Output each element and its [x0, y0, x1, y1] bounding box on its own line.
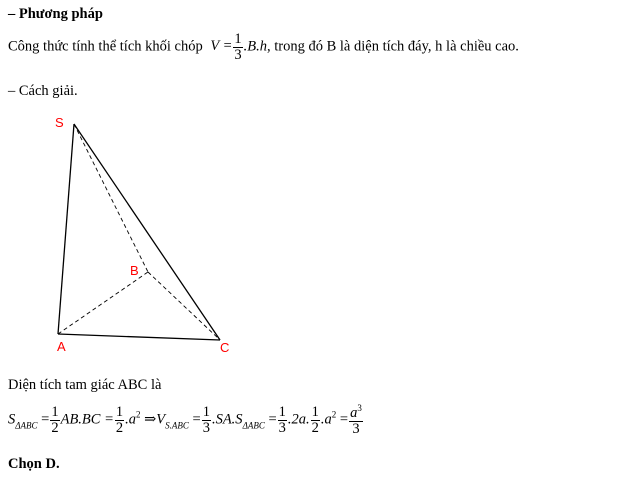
edge-bc-hidden	[148, 272, 220, 340]
eq-frac-half-2: $\frac{1}{2}$	[115, 404, 124, 436]
formula-lhs: V =	[210, 38, 233, 55]
edge-ab-hidden	[58, 272, 148, 334]
eq-frac-half-3: $\frac{1}{2}$	[311, 404, 319, 436]
fraction-numerator: 1	[234, 31, 242, 47]
formula-explanation: , trong đó B là diện tích đáy, h là chiều cao.	[266, 38, 519, 55]
eq-v: V	[156, 411, 166, 428]
eq-term-sa-s: .SA.S	[211, 411, 243, 428]
vertex-label-c: C	[220, 340, 230, 355]
answer-choice: Chọn D.	[8, 456, 60, 472]
method-heading: – Phương pháp	[8, 6, 103, 22]
eq-equals-2: =	[192, 411, 201, 428]
edge-sa	[58, 124, 74, 334]
eq-term-a-2: .a	[320, 411, 332, 428]
formula-rhs: .B.h	[243, 38, 267, 55]
eq-equals-3: =	[268, 411, 277, 428]
eq-term-a: .a	[125, 411, 136, 428]
eq-exp-2b: 2	[331, 409, 337, 420]
eq-implies-arrow: ⇒	[144, 411, 157, 428]
vertex-label-b: B	[130, 263, 139, 278]
solution-heading: – Cách giải.	[8, 83, 78, 99]
fraction-denominator: 3	[234, 46, 242, 63]
eq-frac-a3-over-3: $\frac{a^3}{3}$	[350, 403, 362, 437]
eq-exp-3: 3	[357, 403, 362, 413]
eq-sub-sabc: S.ABC	[165, 420, 189, 431]
vertex-label-s: S	[55, 115, 64, 130]
eq-frac-half-1: $\frac{1}{2}$	[51, 404, 59, 436]
edge-sb-hidden	[74, 124, 148, 272]
eq-equals-1: =	[41, 411, 50, 428]
volume-equation	[8, 404, 364, 436]
formula-intro: Công thức tính thể tích khối chóp	[8, 38, 203, 55]
vertex-label-a: A	[57, 339, 66, 354]
eq-sub-abc-2: ΔABC	[242, 420, 265, 431]
eq-term-ab-bc: AB.BC =	[60, 411, 114, 428]
eq-frac-third-2: $\frac{1}{3}$	[278, 404, 286, 436]
edge-ac	[58, 334, 220, 340]
edge-sc	[74, 124, 220, 340]
eq-a: a	[350, 405, 358, 421]
eq-term-2a: .2a.	[287, 411, 310, 428]
eq-sub-abc: ΔABC	[15, 420, 38, 431]
eq-s: S	[8, 411, 16, 428]
eq-equals-4: =	[339, 411, 349, 428]
eq-frac-third-1: $\frac{1}{3}$	[202, 404, 210, 436]
eq-exp-2: 2	[136, 409, 141, 420]
area-sentence: Diện tích tam giác ABC là	[8, 377, 162, 393]
